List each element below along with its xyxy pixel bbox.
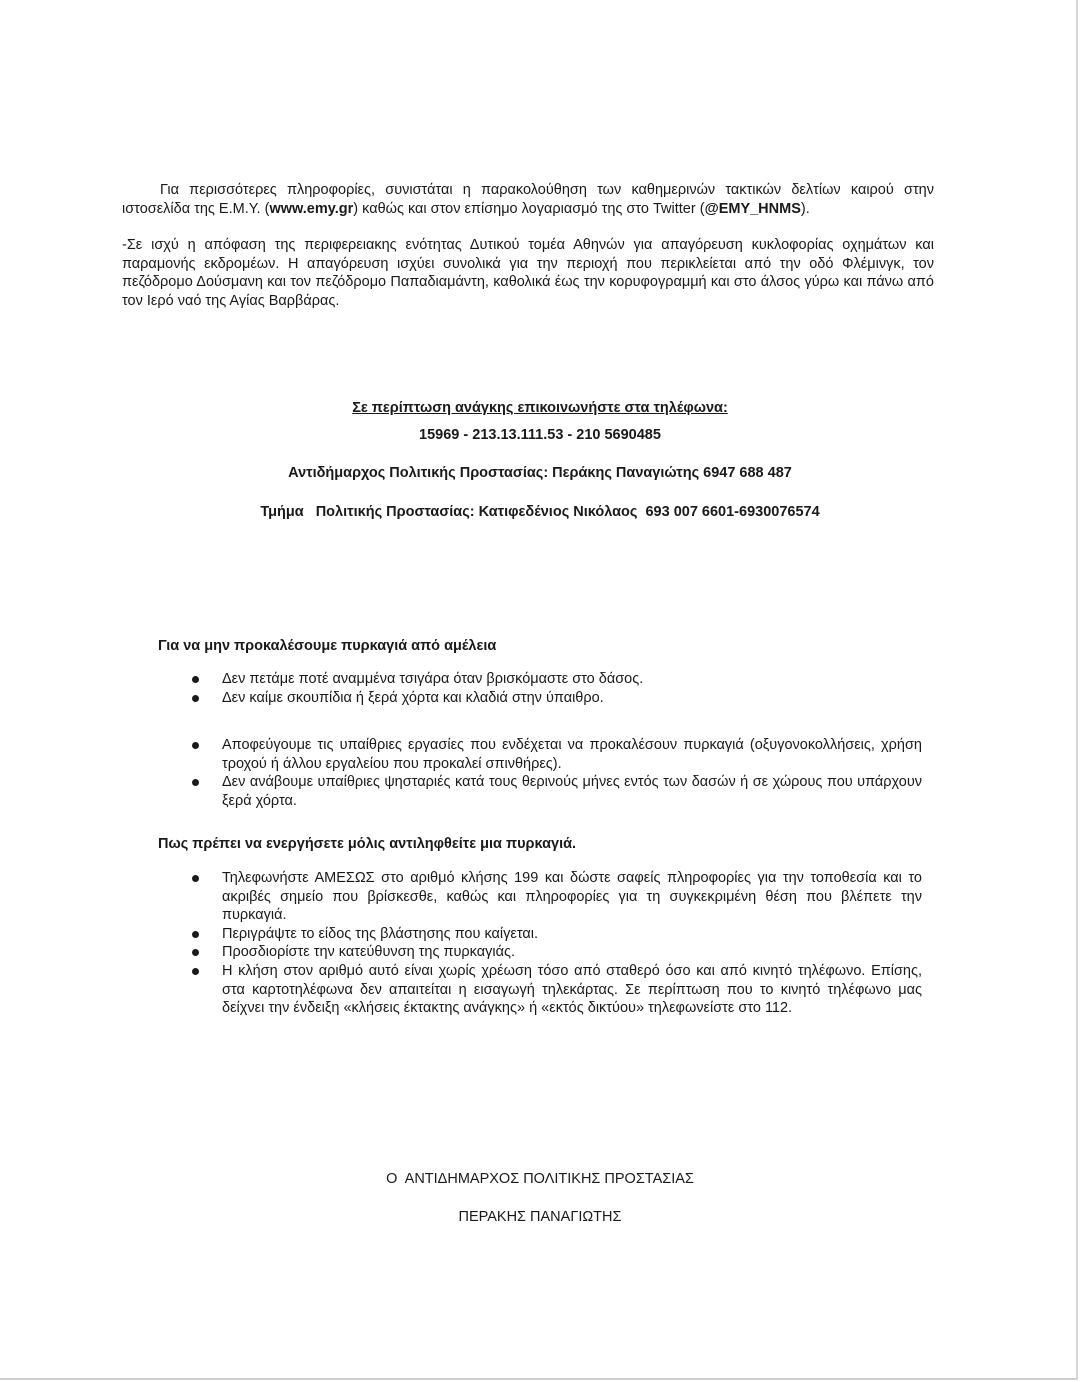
emy-website-link[interactable]: www.emy.gr [269, 200, 354, 217]
paragraph-text: Για περισσότερες πληροφορίες, συνιστάται η παρακολούθηση των καθημερινών τακτικών δελτίων καιρού στην ιστοσελίδα της Ε.Μ.Υ. ( [122, 182, 934, 217]
contacts-heading: Σε περίπτωση ανάγκης επικοινωνήστε στα τηλέφωνα: [352, 400, 728, 416]
list-item: Περιγράψτε το είδος της βλάστησης που καίγεται. [158, 925, 922, 944]
bullet-icon [192, 968, 199, 975]
list-item: Δεν πετάμε ποτέ αναμμένα τσιγάρα όταν βρισκόμαστε στο δάσος. [158, 670, 922, 689]
prevention-list-b [158, 736, 922, 810]
weather-info-paragraph [122, 181, 934, 218]
paragraph-text: ) καθώς και στον επίσημο λογαριασμό της στο Twitter ( [353, 200, 705, 217]
list-item: Τηλεφωνήστε ΑΜΕΣΩΣ στο αριθμό κλήσης 199 και δώστε σαφείς πληροφορίες για την τοποθεσία και το ακριβές σημείο που βρίσκεσθε, καθώς και πληροφορίες για τη συγκεκριμένη θέση που βλέπετε την πυρκαγιά. [158, 869, 922, 925]
list-item: Προσδιορίστε την κατεύθυνση της πυρκαγιάς. [158, 943, 922, 962]
action-heading: Πως πρέπει να ενεργήσετε μόλις αντιληφθείτε μια πυρκαγιά. [158, 836, 577, 852]
bullet-icon [192, 742, 199, 749]
emergency-phone-numbers: 15969 - 213.13.111.53 - 210 5690485 [419, 427, 661, 443]
department-contact: Τμήμα Πολιτικής Προστασίας: Κατιφεδένιος Νικόλαος 693 007 6601-6930076574 [260, 504, 820, 520]
twitter-handle[interactable]: @EMY_HNMS [704, 200, 801, 217]
deputy-mayor-contact: Αντιδήμαρχος Πολιτικής Προστασίας: Περάκης Παναγιώτης 6947 688 487 [288, 465, 792, 481]
signature-name: ΠΕΡΑΚΗΣ ΠΑΝΑΓΙΩΤΗΣ [458, 1209, 622, 1225]
prevention-list-a [158, 670, 922, 707]
list-item: Δεν ανάβουμε υπαίθριες ψησταριές κατά τους θερινούς μήνες εντός των δασών ή σε χώρους που υπάρχουν ξερά χόρτα. [158, 773, 922, 810]
traffic-ban-paragraph: -Σε ισχύ η απόφαση της περιφερειακης ενότητας Δυτικού τομέα Αθηνών για απαγόρευση κυκλοφορίας οχημάτων και παραμονής εκδρομέων. Η απαγόρευση ισχύει συνολικά για την περιοχή που περικλείεται από την οδό Φλέμινγκ, τον πεζόδρομο Δούσμανη και τον πεζόδρομο Παπαδιαμάντη, καθολικά έως την κορυφογραμμή και στο άλσος γύρω και πάνω από τον Ιερό ναό της Αγίας Βαρβάρας. [122, 237, 934, 309]
action-list [158, 869, 922, 1018]
prevention-heading: Για να μην προκαλέσουμε πυρκαγιά από αμέλεια [158, 638, 497, 654]
bullet-icon [192, 676, 199, 683]
bullet-icon [192, 949, 199, 956]
list-item: Δεν καίμε σκουπίδια ή ξερά χόρτα και κλαδιά στην ύπαιθρο. [158, 689, 922, 708]
bullet-icon [192, 875, 199, 882]
list-item: Αποφεύγουμε τις υπαίθριες εργασίες που ενδέχεται να προκαλέσουν πυρκαγιά (οξυγονοκολλήσεις, χρήση τροχού ή άλλου εργαλείου που προκαλεί σπινθήρες). [158, 736, 922, 773]
signature-title: Ο ΑΝΤΙΔΗΜΑΡΧΟΣ ΠΟΛΙΤΙΚΗΣ ΠΡΟΣΤΑΣΙΑΣ [386, 1171, 694, 1187]
bullet-icon [192, 695, 199, 702]
paragraph-text: ). [800, 200, 810, 217]
bullet-icon [192, 779, 199, 786]
bullet-icon [192, 931, 199, 938]
list-item: Η κλήση στον αριθμό αυτό είναι χωρίς χρέωση τόσο από σταθερό όσο και από κινητό τηλέφωνο. Επίσης, στα καρτοτηλέφωνα δεν απαιτείται η εισαγωγή τηλεκάρτας. Σε περίπτωση που το κινητό τηλέφωνο μας δείχνει την ένδειξη «κλήσεις έκτακτης ανάγκης» ή «εκτός δικτύου» τηλεφωνείστε στο 112. [158, 962, 922, 1018]
